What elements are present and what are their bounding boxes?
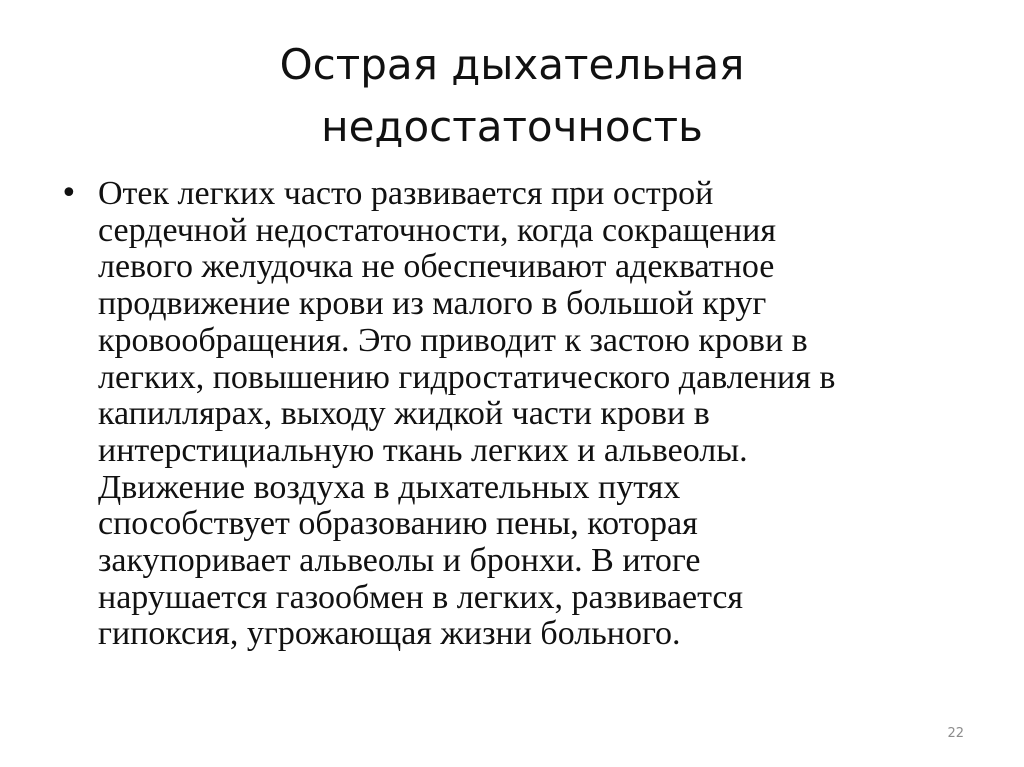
bullet-text-line: способствует образованию пены, которая (98, 505, 698, 543)
bullet-text-line: закупоривает альвеолы и бронхи. В итоге (98, 542, 701, 580)
bullet-text-line: гипоксия, угрожающая жизни больного. (98, 615, 681, 653)
bullet-item (52, 176, 952, 653)
bullet-text-line: нарушается газообмен в легких, развивается (98, 578, 744, 616)
bullet-text-line: сердечной недостаточности, когда сокращения (98, 211, 776, 249)
slide-number: 22 (947, 726, 964, 741)
bullet-text-line: Движение воздуха в дыхательных путях (98, 468, 681, 506)
bullet-text-line: левого желудочка не обеспечивают адекватное (98, 248, 775, 286)
bullet-list (52, 176, 952, 653)
slide-title-line: недостаточность (321, 102, 703, 151)
bullet-text-line: продвижение крови из малого в большой круг (98, 285, 767, 323)
bullet-marker-icon: • (60, 176, 78, 211)
bullet-text-line: легких, повышению гидростатического давления в (98, 358, 836, 396)
bullet-text-line: капиллярах, выходу жидкой части крови в (98, 395, 710, 433)
bullet-text-line: Отек легких часто развивается при острой (98, 175, 714, 212)
bullet-text (98, 176, 952, 653)
bullet-text-line: интерстициальную ткань легких и альвеолы. (98, 431, 748, 469)
slide-title (0, 34, 1024, 158)
bullet-text-line: кровообращения. Это приводит к застою крови в (98, 321, 808, 359)
slide-title-line: Острая дыхательная (279, 40, 745, 89)
